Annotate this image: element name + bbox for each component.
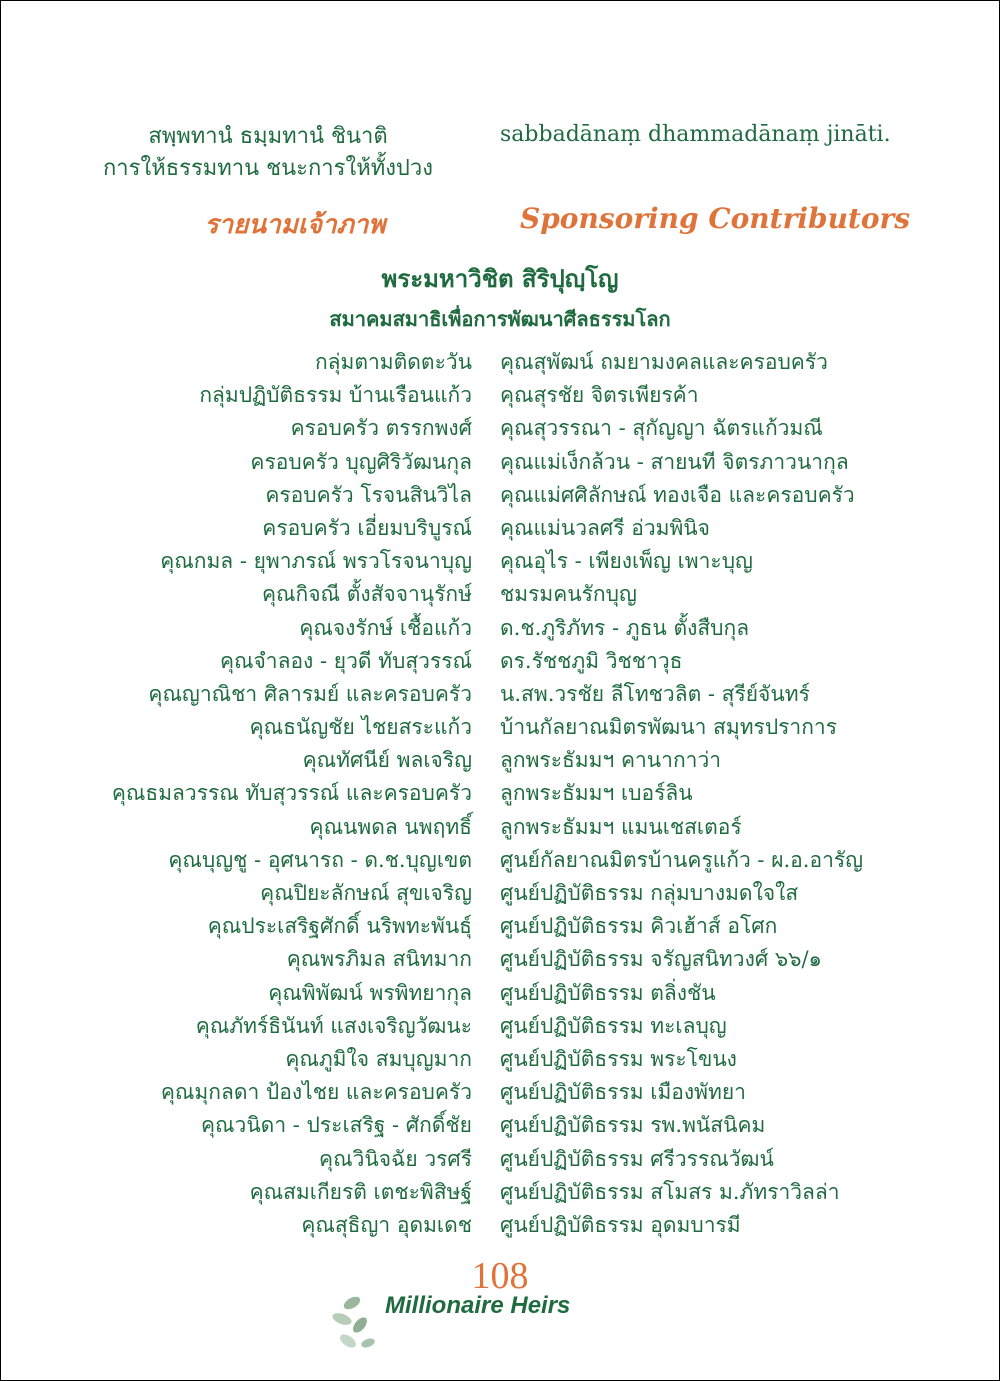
sponsor-name-right: คุณสุวรรณา - สุกัญญา ฉัตรแก้วมณี bbox=[500, 416, 823, 441]
sponsors-heading-english: Sponsoring Contributors bbox=[520, 202, 911, 235]
sponsor-name-right: ศูนย์ปฏิบัติธรรม พระโขนง bbox=[500, 1046, 737, 1071]
sponsor-name-left: คุณประเสริฐศักดิ์ นริพทะพันธุ์ bbox=[207, 914, 472, 939]
sponsor-name-right: ศูนย์ปฏิบัติธรรม ทะเลบุญ bbox=[500, 1013, 727, 1038]
sponsor-name-right: ศูนย์ปฏิบัติธรรม คิวเฮ้าส์ อโศก bbox=[500, 914, 778, 939]
sponsor-name-left: คุณสมเกียรติ เตชะพิสิษฐ์ bbox=[249, 1179, 472, 1204]
sponsor-name-left: ครอบครัว บุญศิริวัฒนกุล bbox=[250, 449, 472, 474]
verse-pali-roman: sabbadānaṃ dhammadānaṃ jināti. bbox=[500, 122, 891, 147]
monk-name: พระมหาวิชิต สิริปุญฺโญ bbox=[381, 264, 619, 293]
sponsor-name-left: คุณจงรักษ์ เชื้อแก้ว bbox=[299, 615, 472, 640]
sponsor-name-right: ศูนย์ปฏิบัติธรรม กลุ่มบางมดใจใส bbox=[500, 881, 799, 905]
sponsor-name-left: คุณพรภิมล สนิทมาก bbox=[286, 947, 472, 972]
sponsor-name-right: ชมรมคนรักบุญ bbox=[500, 582, 637, 607]
sponsor-name-left: กลุ่มปฏิบัติธรรม บ้านเรือนแก้ว bbox=[199, 383, 472, 408]
sponsor-name-right: ศูนย์ปฏิบัติธรรม ตลิ่งชัน bbox=[500, 980, 716, 1005]
sponsor-name-right: น.สพ.วรชัย ลีโทชวลิต - สุรีย์จันทร์ bbox=[500, 681, 810, 706]
sponsor-name-right: คุณอุไร - เพียงเพ็ญ เพาะบุญ bbox=[500, 549, 753, 574]
sponsor-name-right: ศูนย์ปฏิบัติธรรม เมืองพัทยา bbox=[500, 1080, 746, 1105]
page-number: 108 bbox=[471, 1255, 529, 1297]
sponsor-name-right: ศูนย์กัลยาณมิตรบ้านครูแก้ว - ผ.อ.อารัญ bbox=[500, 847, 864, 872]
sponsor-name-left: คุณภูมิใจ สมบุญมาก bbox=[285, 1046, 472, 1071]
association-name: สมาคมสมาธิเพื่อการพัฒนาศีลธรรมโลก bbox=[329, 307, 671, 331]
sponsor-name-left: กลุ่มตามติดตะวัน bbox=[314, 350, 472, 374]
sponsor-name-left: คุณภัทร์ธินันท์ แสงเจริญวัฒนะ bbox=[195, 1013, 472, 1038]
sponsor-name-right: ศูนย์ปฏิบัติธรรม สโมสร ม.ภัทราวิลล่า bbox=[500, 1179, 840, 1204]
sponsor-name-right: ลูกพระธัมมฯ คานากาว่า bbox=[500, 748, 722, 773]
sponsor-name-left: คุณกิจณี ตั้งสัจจานุรักษ์ bbox=[261, 582, 472, 607]
sponsor-name-left: คุณพิพัฒน์ พรพิทยากุล bbox=[268, 980, 472, 1005]
sponsor-name-left: คุณทัศนีย์ พลเจริญ bbox=[302, 748, 472, 773]
sponsor-name-right: บ้านกัลยาณมิตรพัฒนา สมุทรปราการ bbox=[500, 715, 838, 740]
sponsor-name-right: ดร.รัชชภูมิ วิชชาวุธ bbox=[500, 648, 683, 673]
sponsor-name-right: ลูกพระธัมมฯ เบอร์ลิน bbox=[500, 781, 693, 806]
sponsor-name-right: คุณสุรชัย จิตรเพียรค้า bbox=[500, 383, 699, 408]
sponsor-name-left: คุณญาณิชา ศิลารมย์ และครอบครัว bbox=[148, 681, 472, 706]
brand-title: Millionaire Heirs bbox=[385, 1292, 571, 1319]
sponsor-name-left: คุณกมล - ยุพาภรณ์ พรวโรจนาบุญ bbox=[160, 549, 472, 574]
sponsor-list-left bbox=[112, 346, 472, 1242]
sponsors-heading-thai: รายนามเจ้าภาพ bbox=[204, 210, 386, 240]
sponsor-name-left: คุณวนิดา - ประเสริฐ - ศักดิ์ชัย bbox=[201, 1113, 472, 1138]
sponsor-name-left: คุณวินิจฉัย วรศรี bbox=[319, 1146, 472, 1171]
sponsor-name-left: ครอบครัว ตรรกพงศ์ bbox=[290, 416, 472, 441]
sponsor-name-left: คุณสุธิญา อุดมเดช bbox=[301, 1212, 472, 1237]
sponsor-name-right: คุณแม่เง็กล้วน - สายนที จิตรภาวนากุล bbox=[500, 449, 849, 474]
sponsor-name-left: ครอบครัว เอี่ยมบริบูรณ์ bbox=[262, 515, 472, 540]
sponsor-name-right: ศูนย์ปฏิบัติธรรม รพ.พนัสนิคม bbox=[500, 1113, 766, 1138]
leaves-icon bbox=[330, 1285, 390, 1355]
verse-translation-thai: การให้ธรรมทาน ชนะการให้ทั้งปวง bbox=[102, 156, 433, 181]
verse-pali-thai: สพฺพทานํ ธมฺมทานํ ชินาติ bbox=[148, 124, 388, 149]
sponsor-name-right: ศูนย์ปฏิบัติธรรม อุดมบารมี bbox=[500, 1212, 741, 1237]
sponsor-name-right: ด.ช.ภูริภัทร - ภูธน ตั้งสืบกุล bbox=[500, 615, 750, 640]
sponsor-name-left: คุณธมลวรรณ ทับสุวรรณ์ และครอบครัว bbox=[111, 781, 472, 806]
sponsor-name-right: ศูนย์ปฏิบัติธรรม จรัญสนิทวงศ์ ๖๖/๑ bbox=[500, 947, 822, 972]
sponsor-name-left: คุณมุกลดา ป้องไชย และครอบครัว bbox=[160, 1080, 472, 1105]
sponsor-name-right: คุณแม่ศศิลักษณ์ ทองเจือ และครอบครัว bbox=[500, 482, 855, 507]
sponsor-name-right: คุณสุพัฒน์ ถมยามงคลและครอบครัว bbox=[500, 350, 828, 374]
sponsor-name-right: ศูนย์ปฏิบัติธรรม ศรีวรรณวัฒน์ bbox=[500, 1146, 774, 1171]
sponsor-name-left: คุณนพดล นพฤทธิ์ bbox=[309, 814, 472, 839]
sponsor-name-left: คุณจำลอง - ยุวดี ทับสุวรรณ์ bbox=[219, 648, 472, 673]
sponsor-name-left: ครอบครัว โรจนสินวิไล bbox=[265, 482, 472, 507]
sponsor-name-right: ลูกพระธัมมฯ แมนเชสเตอร์ bbox=[500, 814, 742, 839]
sponsor-list-right bbox=[500, 346, 863, 1242]
sponsor-name-left: คุณปิยะลักษณ์ สุขเจริญ bbox=[260, 881, 472, 905]
sponsor-name-left: คุณบุญชู - อุศนารถ - ด.ช.บุญเขต bbox=[168, 847, 472, 872]
sponsor-name-left: คุณธนัญชัย ไชยสระแก้ว bbox=[249, 715, 472, 740]
sponsor-name-right: คุณแม่นวลศรี อ่วมพินิจ bbox=[500, 515, 710, 540]
